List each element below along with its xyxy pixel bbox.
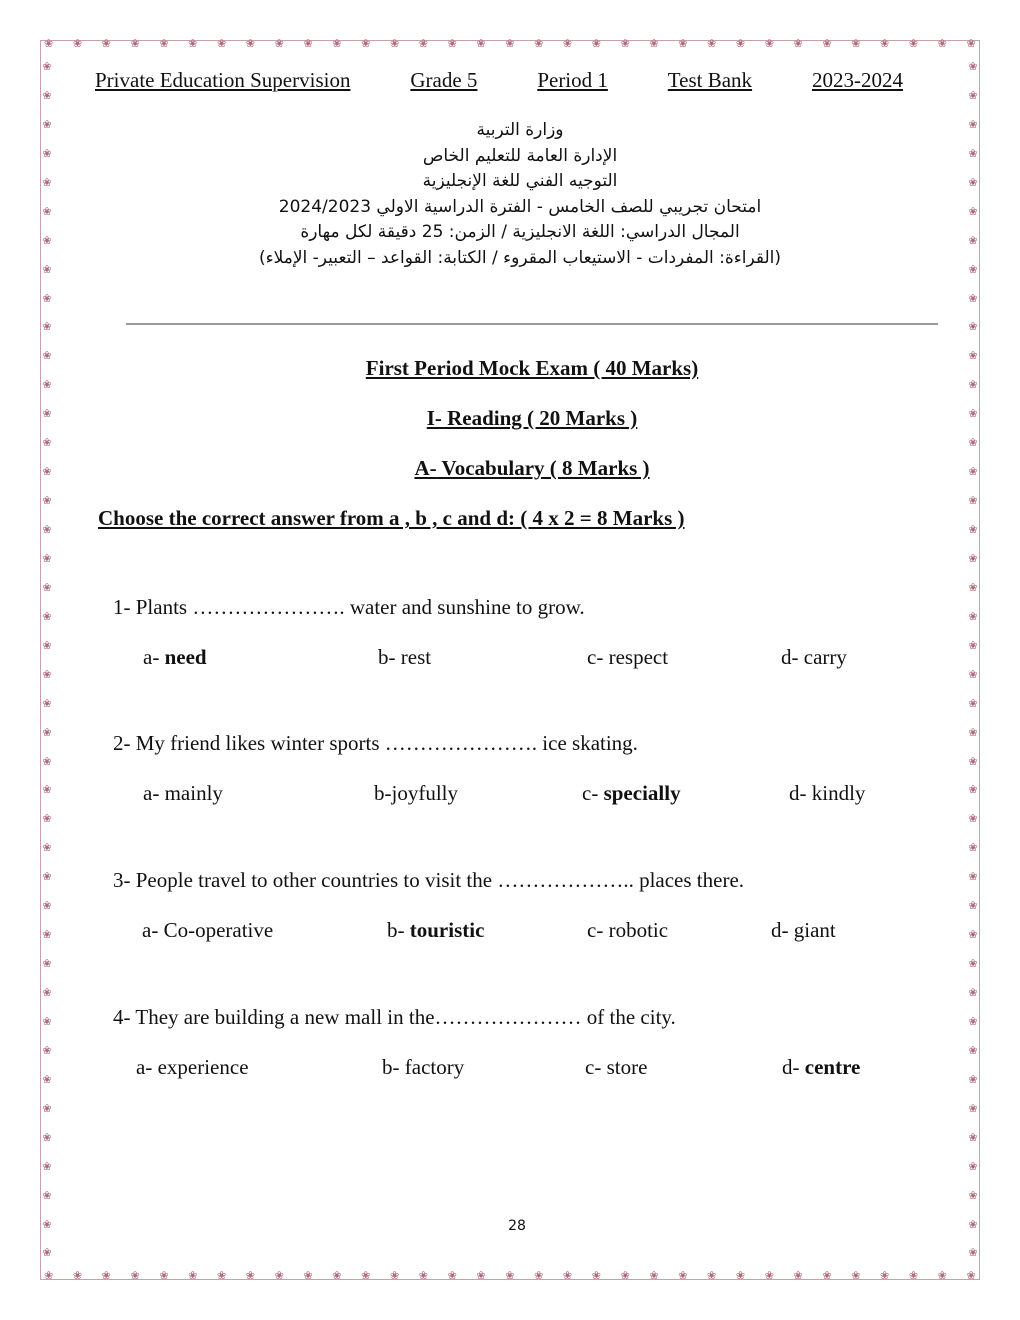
ornament-icon: ❀ bbox=[42, 88, 52, 102]
ornament-icon: ❀ bbox=[389, 1269, 400, 1282]
ornament-icon: ❀ bbox=[42, 1072, 52, 1086]
ornament-icon: ❀ bbox=[130, 1269, 140, 1282]
header-org: Private Education Supervision bbox=[95, 68, 351, 92]
option-text: specially bbox=[603, 781, 681, 805]
ornament-icon: ❀ bbox=[216, 37, 227, 50]
ornament-icon: ❀ bbox=[42, 291, 52, 305]
ornament-icon: ❀ bbox=[42, 1188, 52, 1202]
option-prefix: d- bbox=[771, 918, 794, 942]
ornament-icon: ❀ bbox=[42, 870, 52, 884]
instructions: Choose the correct answer from a , b , c and d: ( 4 x 2 = 8 Marks ) bbox=[98, 506, 685, 530]
ornament-icon: ❀ bbox=[968, 436, 978, 450]
ornament-icon: ❀ bbox=[418, 37, 428, 50]
ornament-icon: ❀ bbox=[534, 1269, 544, 1282]
subsection-letter: A- bbox=[414, 456, 437, 480]
ornament-icon: ❀ bbox=[42, 117, 52, 131]
ornament-icon: ❀ bbox=[505, 1269, 515, 1282]
option-2a bbox=[143, 781, 223, 806]
option-1d bbox=[781, 645, 847, 670]
ornament-icon: ❀ bbox=[968, 1072, 978, 1086]
ornament-icon: ❀ bbox=[42, 1159, 52, 1173]
ornament-icon: ❀ bbox=[101, 37, 111, 50]
option-text: rest bbox=[400, 645, 432, 669]
border-left bbox=[40, 60, 54, 1260]
option-1c bbox=[587, 645, 668, 670]
ornament-icon: ❀ bbox=[42, 609, 52, 623]
option-prefix: c- bbox=[587, 645, 609, 669]
option-text: factory bbox=[404, 1055, 465, 1079]
ornament-icon: ❀ bbox=[678, 37, 688, 50]
option-text: store bbox=[606, 1055, 648, 1079]
ornament-icon: ❀ bbox=[968, 494, 978, 508]
ornament-icon: ❀ bbox=[968, 667, 978, 681]
ornament-icon: ❀ bbox=[649, 37, 659, 50]
ornament-icon: ❀ bbox=[42, 233, 52, 247]
ornament-icon: ❀ bbox=[968, 1130, 978, 1144]
option-3b bbox=[387, 918, 484, 943]
arabic-line: التوجيه الفني للغة الإنجليزية bbox=[422, 171, 618, 191]
ornament-icon: ❀ bbox=[968, 609, 978, 623]
option-text: joyfully bbox=[391, 781, 458, 805]
ornament-icon: ❀ bbox=[42, 378, 52, 392]
ornament-icon: ❀ bbox=[42, 725, 52, 739]
option-prefix: a- bbox=[142, 918, 164, 942]
ornament-icon: ❀ bbox=[159, 1269, 169, 1282]
option-text: giant bbox=[793, 918, 836, 942]
ornament-icon: ❀ bbox=[968, 523, 978, 536]
ornament-icon: ❀ bbox=[968, 812, 978, 826]
option-text: Co-operative bbox=[163, 918, 274, 942]
ornament-icon: ❀ bbox=[968, 291, 978, 305]
arabic-line: وزارة التربية bbox=[476, 120, 564, 140]
header-year: 2023-2024 bbox=[811, 68, 903, 92]
border-top bbox=[44, 37, 976, 51]
ornament-icon: ❀ bbox=[42, 1246, 52, 1260]
option-3c bbox=[587, 918, 668, 943]
ornament-icon: ❀ bbox=[968, 262, 978, 276]
ornament-icon: ❀ bbox=[42, 957, 52, 971]
option-4d bbox=[782, 1055, 860, 1080]
ornament-icon: ❀ bbox=[968, 117, 978, 131]
ornament-icon: ❀ bbox=[303, 1269, 313, 1282]
border-bottom bbox=[44, 1269, 976, 1283]
ornament-icon: ❀ bbox=[793, 1269, 803, 1282]
option-prefix: a- bbox=[143, 781, 165, 805]
ornament-icon: ❀ bbox=[968, 580, 978, 594]
ornament-icon: ❀ bbox=[42, 175, 52, 189]
ornament-icon: ❀ bbox=[851, 37, 861, 50]
option-prefix: b- bbox=[382, 1055, 405, 1079]
ornament-icon: ❀ bbox=[968, 841, 978, 855]
ornament-icon: ❀ bbox=[968, 204, 978, 218]
ornament-icon: ❀ bbox=[188, 1269, 198, 1282]
ornament-icon: ❀ bbox=[389, 37, 400, 50]
ornament-icon: ❀ bbox=[72, 37, 83, 50]
ornament-icon: ❀ bbox=[968, 175, 978, 189]
header-period: Period 1 bbox=[537, 68, 608, 92]
ornament-icon: ❀ bbox=[591, 37, 601, 50]
ornament-icon: ❀ bbox=[968, 1188, 978, 1202]
ornament-icon: ❀ bbox=[968, 465, 978, 479]
option-prefix: b- bbox=[374, 781, 392, 805]
arabic-line: (القراءة: المفردات - الاستيعاب المقروء / الكتابة: القواعد – التعبير- الإملاء) bbox=[258, 247, 782, 268]
ornament-icon: ❀ bbox=[274, 37, 284, 50]
page-header bbox=[95, 68, 903, 93]
ornament-icon: ❀ bbox=[908, 1269, 919, 1282]
ornament-icon: ❀ bbox=[42, 580, 52, 594]
ornament-icon: ❀ bbox=[274, 1269, 284, 1282]
option-text: mainly bbox=[164, 781, 223, 805]
ornament-icon: ❀ bbox=[968, 986, 978, 999]
option-1a bbox=[143, 645, 207, 670]
border-right bbox=[966, 60, 980, 1260]
option-text: carry bbox=[803, 645, 847, 669]
ornament-icon: ❀ bbox=[130, 37, 140, 50]
option-prefix: a- bbox=[143, 645, 165, 669]
ornament-icon: ❀ bbox=[42, 262, 52, 276]
ornament-icon: ❀ bbox=[968, 1217, 978, 1231]
option-1b bbox=[378, 645, 431, 670]
ornament-icon: ❀ bbox=[42, 783, 52, 797]
page-number: 28 bbox=[508, 1218, 526, 1234]
ornament-icon: ❀ bbox=[968, 928, 978, 942]
option-3d bbox=[771, 918, 836, 943]
ornament-icon: ❀ bbox=[361, 37, 371, 50]
option-4a bbox=[136, 1055, 249, 1080]
ornament-icon: ❀ bbox=[42, 1101, 52, 1115]
option-prefix: d- bbox=[781, 645, 804, 669]
option-prefix: c- bbox=[587, 918, 609, 942]
ornament-icon: ❀ bbox=[418, 1269, 428, 1282]
ornament-icon: ❀ bbox=[968, 378, 978, 392]
ornament-icon: ❀ bbox=[361, 1269, 371, 1282]
ornament-icon: ❀ bbox=[44, 1269, 54, 1282]
option-2b bbox=[374, 781, 458, 806]
ornament-icon: ❀ bbox=[42, 928, 52, 942]
ornament-icon: ❀ bbox=[968, 233, 978, 247]
ornament-icon: ❀ bbox=[968, 725, 978, 739]
question-4: 4- They are building a new mall in the………………… of the city. bbox=[113, 1005, 676, 1029]
ornament-icon: ❀ bbox=[562, 1269, 573, 1282]
ornament-icon: ❀ bbox=[968, 1159, 978, 1173]
ornament-icon: ❀ bbox=[42, 551, 52, 565]
ornament-icon: ❀ bbox=[620, 1269, 630, 1282]
ornament-icon: ❀ bbox=[476, 37, 486, 50]
ornament-icon: ❀ bbox=[42, 812, 52, 826]
ornament-icon: ❀ bbox=[968, 870, 978, 884]
ornament-icon: ❀ bbox=[968, 320, 978, 334]
ornament-icon: ❀ bbox=[649, 1269, 659, 1282]
option-4c bbox=[585, 1055, 647, 1080]
ornament-icon: ❀ bbox=[42, 60, 52, 73]
ornament-icon: ❀ bbox=[620, 37, 630, 50]
exam-title: First Period Mock Exam ( 40 Marks) bbox=[365, 356, 699, 380]
ornament-icon: ❀ bbox=[968, 407, 978, 421]
ornament-icon: ❀ bbox=[42, 407, 52, 421]
ornament-icon: ❀ bbox=[968, 88, 978, 102]
ornament-icon: ❀ bbox=[42, 899, 52, 913]
option-text: experience bbox=[157, 1055, 249, 1079]
ornament-icon: ❀ bbox=[908, 37, 919, 50]
ornament-icon: ❀ bbox=[735, 37, 746, 50]
option-prefix: b- bbox=[387, 918, 410, 942]
ornament-icon: ❀ bbox=[42, 494, 52, 508]
ornament-icon: ❀ bbox=[880, 37, 890, 50]
ornament-icon: ❀ bbox=[968, 783, 978, 797]
ornament-icon: ❀ bbox=[42, 696, 52, 710]
header-bank: Test Bank bbox=[667, 68, 753, 92]
ornament-icon: ❀ bbox=[735, 1269, 746, 1282]
ornament-icon: ❀ bbox=[216, 1269, 227, 1282]
ornament-icon: ❀ bbox=[968, 754, 978, 768]
option-prefix: d- bbox=[782, 1055, 805, 1079]
ornament-icon: ❀ bbox=[42, 320, 52, 334]
option-prefix: b- bbox=[378, 645, 401, 669]
ornament-icon: ❀ bbox=[822, 37, 832, 50]
ornament-icon: ❀ bbox=[764, 1269, 774, 1282]
ornament-icon: ❀ bbox=[793, 37, 803, 50]
ornament-icon: ❀ bbox=[562, 37, 573, 50]
ornament-icon: ❀ bbox=[42, 146, 52, 160]
ornament-icon: ❀ bbox=[968, 957, 978, 971]
ornament-icon: ❀ bbox=[447, 37, 457, 50]
ornament-icon: ❀ bbox=[476, 1269, 486, 1282]
question-1: 1- Plants …………………. water and sunshine to grow. bbox=[113, 595, 585, 619]
ornament-icon: ❀ bbox=[188, 37, 198, 50]
ornament-icon: ❀ bbox=[42, 1130, 52, 1144]
ornament-icon: ❀ bbox=[42, 638, 52, 652]
ornament-icon: ❀ bbox=[968, 638, 978, 652]
option-prefix: c- bbox=[582, 781, 604, 805]
ornament-icon: ❀ bbox=[245, 1269, 256, 1282]
header-grade: Grade 5 bbox=[410, 68, 478, 92]
ornament-icon: ❀ bbox=[968, 349, 978, 363]
ornament-icon: ❀ bbox=[534, 37, 544, 50]
ornament-icon: ❀ bbox=[968, 696, 978, 710]
ornament-icon: ❀ bbox=[42, 204, 52, 218]
arabic-line: امتحان تجريبي للصف الخامس - الفترة الدراسية الاولي 2024/2023 bbox=[278, 196, 762, 217]
option-text: need bbox=[164, 645, 207, 669]
ornament-icon: ❀ bbox=[42, 667, 52, 681]
ornament-icon: ❀ bbox=[937, 37, 947, 50]
option-3a bbox=[142, 918, 273, 943]
ornament-icon: ❀ bbox=[966, 1269, 976, 1282]
ornament-icon: ❀ bbox=[447, 1269, 457, 1282]
section-title: I- Reading ( 20 Marks ) bbox=[426, 406, 638, 430]
ornament-icon: ❀ bbox=[42, 349, 52, 363]
ornament-icon: ❀ bbox=[42, 1014, 52, 1028]
ornament-icon: ❀ bbox=[42, 986, 52, 999]
subsection-name: Vocabulary ( 8 Marks ) bbox=[441, 456, 650, 480]
ornament-icon: ❀ bbox=[968, 1101, 978, 1115]
option-2d bbox=[789, 781, 865, 806]
ornament-icon: ❀ bbox=[968, 551, 978, 565]
arabic-line: المجال الدراسي: اللغة الانجليزية / الزمن: 25 دقيقة لكل مهارة bbox=[300, 222, 740, 242]
ornament-icon: ❀ bbox=[42, 1217, 52, 1231]
header-divider bbox=[126, 323, 938, 325]
option-prefix: a- bbox=[136, 1055, 158, 1079]
option-text: touristic bbox=[409, 918, 485, 942]
ornament-icon: ❀ bbox=[851, 1269, 861, 1282]
ornament-icon: ❀ bbox=[968, 1014, 978, 1028]
ornament-icon: ❀ bbox=[966, 37, 976, 50]
ornament-icon: ❀ bbox=[42, 754, 52, 768]
ornament-icon: ❀ bbox=[245, 37, 256, 50]
option-text: kindly bbox=[811, 781, 866, 805]
ornament-icon: ❀ bbox=[968, 60, 978, 73]
option-2c bbox=[582, 781, 681, 806]
ornament-icon: ❀ bbox=[937, 1269, 947, 1282]
ornament-icon: ❀ bbox=[678, 1269, 688, 1282]
ornament-icon: ❀ bbox=[101, 1269, 111, 1282]
arabic-header bbox=[180, 118, 860, 271]
option-4b bbox=[382, 1055, 464, 1080]
ornament-icon: ❀ bbox=[42, 436, 52, 450]
option-prefix: c- bbox=[585, 1055, 607, 1079]
option-text: robotic bbox=[608, 918, 669, 942]
question-2: 2- My friend likes winter sports …………………. ice skating. bbox=[113, 731, 638, 755]
ornament-icon: ❀ bbox=[42, 841, 52, 855]
ornament-icon: ❀ bbox=[968, 146, 978, 160]
ornament-icon: ❀ bbox=[880, 1269, 890, 1282]
option-text: respect bbox=[608, 645, 669, 669]
ornament-icon: ❀ bbox=[505, 37, 515, 50]
ornament-icon: ❀ bbox=[42, 1043, 52, 1057]
ornament-icon: ❀ bbox=[44, 37, 54, 50]
ornament-icon: ❀ bbox=[42, 523, 52, 536]
ornament-icon: ❀ bbox=[303, 37, 313, 50]
option-text: centre bbox=[804, 1055, 861, 1079]
ornament-icon: ❀ bbox=[968, 899, 978, 913]
ornament-icon: ❀ bbox=[822, 1269, 832, 1282]
question-3: 3- People travel to other countries to visit the ……………….. places there. bbox=[113, 868, 745, 892]
ornament-icon: ❀ bbox=[764, 37, 774, 50]
ornament-icon: ❀ bbox=[332, 1269, 342, 1282]
ornament-icon: ❀ bbox=[42, 465, 52, 479]
ornament-icon: ❀ bbox=[72, 1269, 83, 1282]
ornament-icon: ❀ bbox=[968, 1043, 978, 1057]
ornament-icon: ❀ bbox=[707, 1269, 717, 1282]
ornament-icon: ❀ bbox=[707, 37, 717, 50]
arabic-line: الإدارة العامة للتعليم الخاص bbox=[422, 145, 618, 166]
subsection-title bbox=[0, 456, 1020, 481]
ornament-icon: ❀ bbox=[591, 1269, 601, 1282]
ornament-icon: ❀ bbox=[332, 37, 342, 50]
ornament-icon: ❀ bbox=[159, 37, 169, 50]
ornament-icon: ❀ bbox=[968, 1246, 978, 1260]
option-prefix: d- bbox=[789, 781, 812, 805]
